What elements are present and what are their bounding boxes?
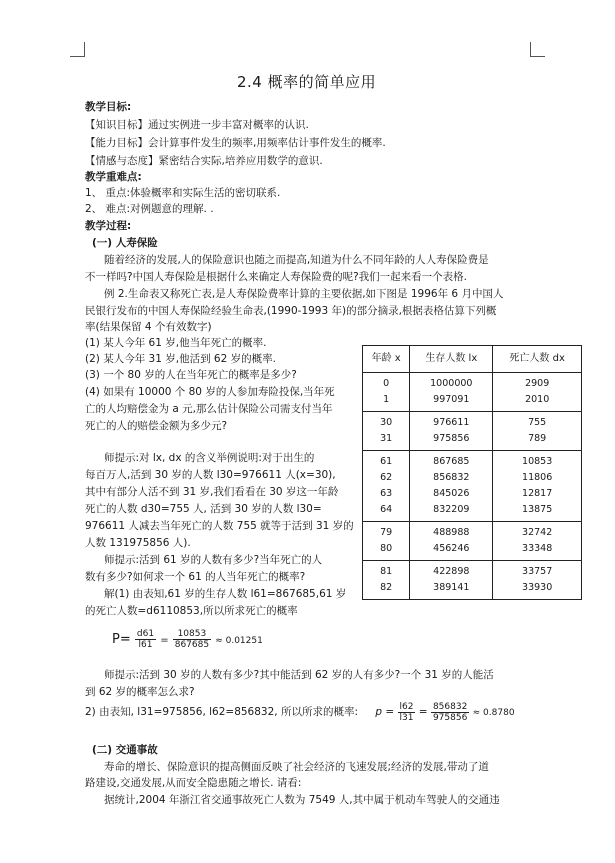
section2-line: 路建设,交通发展,从而安全隐患随之增长. 请看:	[85, 777, 302, 789]
survivors-cell: 856832	[410, 470, 493, 486]
hint-line: 其中有部分人活不到 31 岁,我们看看在 30 岁这一年龄	[85, 486, 339, 498]
paragraph-line: 例 2.生命表又称死亡表,是人寿保险费率计算的主要依据,如下图是 1996年 6 月中国人	[104, 288, 504, 300]
hint-line: 数有多少?如何求一个 61 的人当年死亡的概率?	[85, 571, 306, 583]
table-row	[363, 580, 582, 600]
formula2-result: ≈ 0.8780	[472, 708, 515, 718]
survivors-cell: 845026	[410, 486, 493, 502]
deaths-cell: 789	[493, 431, 582, 451]
survivors-cell: 389141	[410, 580, 493, 600]
section2-line: 据统计,2004 年浙江省交通事故死亡人数为 7549 人,其中属于机动车驾驶人的交通违	[104, 794, 500, 806]
table-row	[363, 412, 582, 432]
survivors-cell: 456246	[410, 541, 493, 561]
formula-result: ≈ 0.01251	[215, 636, 263, 646]
page-title: 2.4 概率的简单应用	[237, 73, 377, 91]
formula-death-probability: P= $\frac{d61}{l61}$ = $\frac{10853}{867685}$ ≈ 0.01251	[112, 629, 263, 650]
table-row	[363, 470, 582, 486]
table-row	[363, 431, 582, 451]
formula-num-symbol: d61	[136, 629, 155, 639]
paragraph-line: 民银行发布的中国人寿保险经验生命表,(1990-1993 年)的部分摘录,根据表格估算下列概	[85, 305, 497, 317]
age-cell: 62	[363, 470, 410, 486]
question-4-cont: 亡的人均赔偿金为 a 元,那么估计保险公司需支付当年	[85, 403, 333, 415]
deaths-cell: 11806	[493, 470, 582, 486]
table-row	[363, 561, 582, 581]
table-row	[363, 392, 582, 412]
survivors-cell: 832209	[410, 502, 493, 522]
formula-prefix: P=	[112, 632, 131, 647]
solution-line: 解(1) 由表知,61 岁的生存人数 l61=867685,61 岁	[104, 588, 347, 600]
crop-mark-top-left	[70, 42, 85, 57]
hint-line: 师提示:对 lx, dx 的含义举例说明:对于出生的	[104, 452, 315, 464]
solution-2-text: 2) 由表知, l31=975856, l62=856832, 所以所求的概率:	[85, 706, 358, 718]
table-row	[363, 522, 582, 542]
table-row	[363, 502, 582, 522]
objective-line: 【情感与态度】紧密结合实际,培养应用数学的意识.	[85, 155, 323, 167]
keypoints-heading: 教学重难点:	[85, 171, 142, 183]
survivors-cell: 867685	[410, 451, 493, 471]
age-cell: 61	[363, 451, 410, 471]
question-4: (4) 如果有 10000 个 80 岁的人参加寿险投保,当年死	[85, 386, 335, 398]
hint2-line: 到 62 岁的概率怎么求?	[85, 686, 195, 698]
age-cell: 82	[363, 580, 410, 600]
section1-heading: (一) 人寿保险	[92, 237, 158, 249]
hint-line: 人数 131975856 人).	[85, 537, 191, 549]
formula2-num-symbol: l62	[399, 701, 414, 712]
deaths-cell: 2909	[493, 373, 582, 393]
age-cell: 64	[363, 502, 410, 522]
question-1: (1) 某人今年 61 岁,他当年死亡的概率.	[85, 337, 267, 349]
hint-line: 976611 人减去当年死亡的人数 755 就等于活到 31 岁的	[85, 520, 354, 532]
deaths-cell: 13875	[493, 502, 582, 522]
deaths-cell: 33757	[493, 561, 582, 581]
deaths-cell: 32742	[493, 522, 582, 542]
survivors-cell: 1000000	[410, 373, 493, 393]
header-deaths: 死亡人数 dx	[493, 346, 582, 373]
life-table-body	[363, 373, 582, 600]
process-heading: 教学过程:	[85, 220, 132, 232]
keypoint-line: 2、 难点:对例题意的理解. .	[85, 203, 214, 215]
question-3: (3) 一个 80 岁的人在当年死亡的概率是多少?	[85, 369, 297, 381]
header-age: 年龄 x	[363, 346, 410, 373]
life-table	[362, 345, 582, 600]
solution-line: 的死亡人数=d6110853,所以所求死亡的概率	[85, 605, 298, 617]
keypoint-line: 1、 重点:体验概率和实际生活的密切联系.	[85, 187, 281, 199]
objectives-heading: 教学目标:	[85, 101, 132, 113]
formula2-prefix: p =	[375, 706, 395, 718]
age-cell: 1	[363, 392, 410, 412]
objective-line: 【能力目标】会计算事件发生的频率,用频率估计事件发生的概率.	[85, 137, 386, 149]
life-table-header	[363, 346, 582, 373]
formula2-num-value: 856832	[432, 701, 468, 712]
formula-num-value: 10853	[173, 629, 211, 640]
question-2: (2) 某人今年 31 岁,他活到 62 岁的概率.	[85, 353, 276, 365]
deaths-cell: 33930	[493, 580, 582, 600]
deaths-cell: 2010	[493, 392, 582, 412]
hint-line: 每百万人,活到 30 岁的人数 l30=976611 人(x=30),	[85, 469, 336, 481]
survivors-cell: 975856	[410, 431, 493, 451]
survivors-cell: 488988	[410, 522, 493, 542]
question-4-cont: 死亡的人的赔偿金额为多少元?	[85, 420, 228, 432]
paragraph-line: 随着经济的发展,人的保险意识也随之而提高,知道为什么不同年龄的人人寿保险费是	[104, 254, 489, 266]
objective-line: 【知识目标】通过实例进一步丰富对概率的认识.	[85, 119, 309, 131]
hint2-line: 师提示:活到 30 岁的人数有多少?其中能活到 62 岁的人有多少?一个 31 岁的人能活	[104, 669, 494, 681]
survivors-cell: 976611	[410, 412, 493, 432]
formula-den-symbol: l61	[138, 640, 153, 650]
age-cell: 63	[363, 486, 410, 502]
section2-line: 寿命的增长、保险意识的提高侧面反映了社会经济的飞速发展;经济的发展,带动了道	[104, 761, 489, 773]
deaths-cell: 10853	[493, 451, 582, 471]
table-row	[363, 541, 582, 561]
formula2-den-value: 975856	[432, 712, 468, 723]
deaths-cell: 755	[493, 412, 582, 432]
survivors-cell: 422898	[410, 561, 493, 581]
age-cell: 30	[363, 412, 410, 432]
survivors-cell: 997091	[410, 392, 493, 412]
hint-line: 死亡的人数 d30=755 人, 活到 30 岁的人数 l30=	[85, 503, 322, 515]
table-row	[363, 451, 582, 471]
hint-line: 师提示:活到 61 岁的人数有多少?当年死亡的人	[104, 554, 323, 566]
age-cell: 81	[363, 561, 410, 581]
formula-den-value: 867685	[174, 640, 210, 650]
paragraph-line: 不一样吗?中国人寿保险是根据什么来确定人寿保险费的呢?我们一起来看一个表格.	[85, 271, 467, 283]
table-row	[363, 373, 582, 393]
solution-2: 2) 由表知, l31=975856, l62=856832, 所以所求的概率: p = $\frac{l62}{l31}$ = $\frac{856832}{975856}$ ≈ 0.8780	[85, 701, 515, 723]
age-cell: 31	[363, 431, 410, 451]
formula2-den-symbol: l31	[399, 712, 414, 723]
paragraph-line: 率(结果保留 4 个有效数字)	[85, 321, 212, 333]
section2-heading: (二) 交通事故	[92, 744, 158, 756]
table-row	[363, 486, 582, 502]
age-cell: 80	[363, 541, 410, 561]
deaths-cell: 12817	[493, 486, 582, 502]
age-cell: 0	[363, 373, 410, 393]
deaths-cell: 33348	[493, 541, 582, 561]
crop-mark-top-right	[530, 42, 545, 57]
header-survivors: 生存人数 lx	[410, 346, 493, 373]
age-cell: 79	[363, 522, 410, 542]
